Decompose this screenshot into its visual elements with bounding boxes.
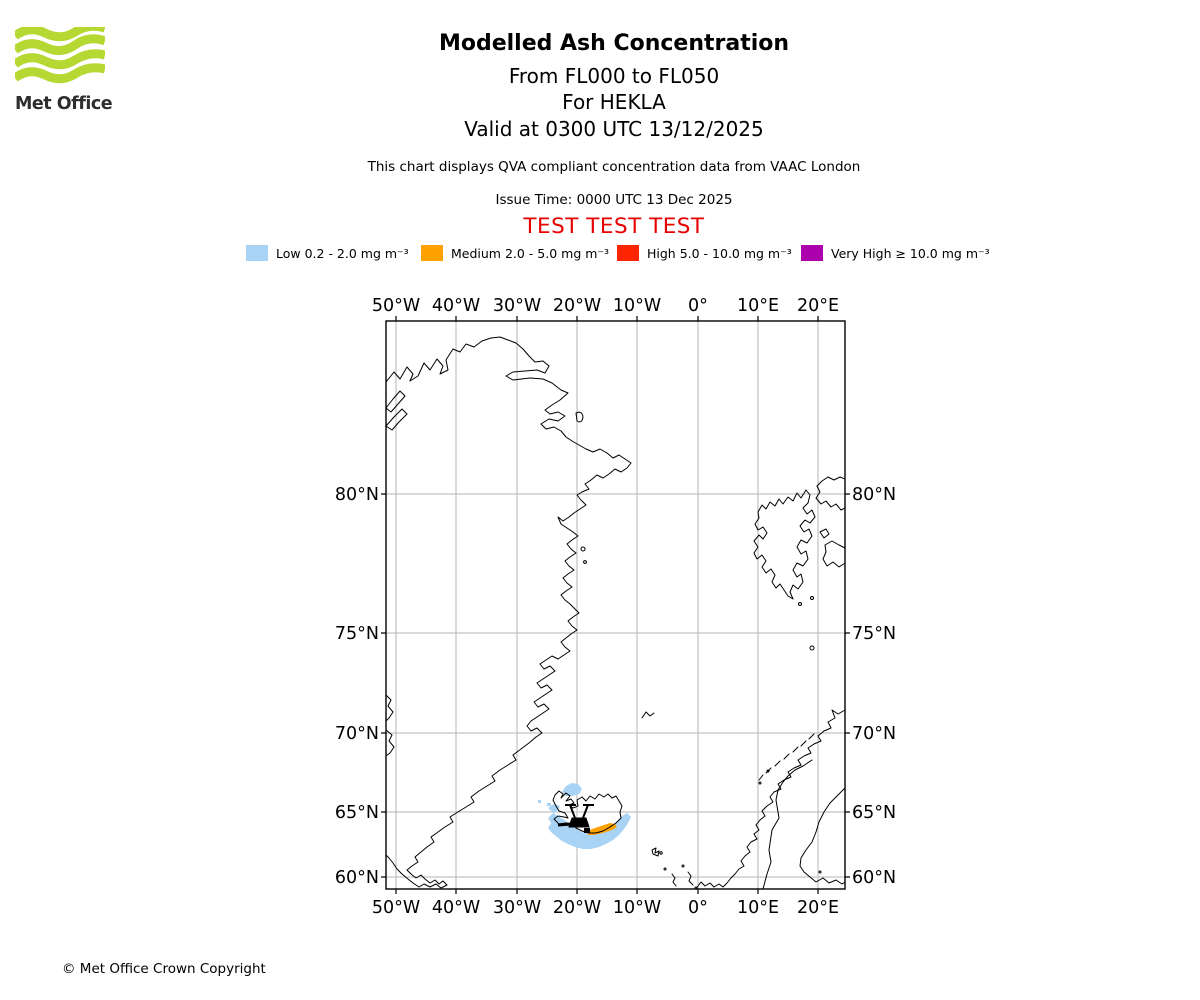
shetland-islands: [672, 874, 676, 886]
lon-label-bottom: 10°W: [612, 898, 662, 918]
volcano-subtitle: For HEKLA: [562, 90, 666, 114]
lon-label-top: 20°W: [552, 296, 602, 316]
lat-label-left: 60°N: [334, 868, 379, 888]
legend-item-low: [246, 244, 409, 262]
gulf-of-bothnia-coastline: [800, 788, 845, 884]
legend-item-very-high: [801, 244, 990, 262]
spitsbergen-coastline: [754, 490, 815, 599]
jan-mayen-island: [642, 712, 654, 718]
lon-label-top: 20°E: [796, 296, 840, 316]
greenland-west-coast-fragment: [386, 730, 394, 756]
legend-swatch-very-high: [801, 245, 823, 261]
issue-time: Issue Time: 0000 UTC 13 Dec 2025: [495, 192, 733, 208]
legend-item-high: [617, 244, 792, 262]
ash-low-speck: [547, 803, 551, 806]
test-watermark: TEST TEST TEST: [523, 214, 705, 239]
lon-label-top: 40°W: [431, 296, 481, 316]
lon-label-bottom: 20°E: [796, 898, 840, 918]
legend-label-very-high: Very High ≥ 10.0 mg m⁻³: [831, 245, 990, 261]
lat-label-left: 80°N: [334, 485, 379, 505]
lon-label-bottom: 0°: [688, 898, 708, 918]
ash-low-speck: [538, 800, 541, 803]
lon-label-bottom: 50°W: [371, 898, 421, 918]
faroe-islet: [660, 852, 662, 854]
legend-swatch-medium: [421, 245, 443, 261]
lat-label-right: 60°N: [852, 868, 897, 888]
barentsoya-coastline: [820, 529, 829, 538]
lon-label-top: 10°W: [612, 296, 662, 316]
copyright-notice: © Met Office Crown Copyright: [62, 961, 266, 977]
lon-label-top: 10°E: [736, 296, 780, 316]
shetland-islet: [682, 865, 684, 867]
svalbard-islet: [811, 597, 814, 600]
greenland-offshore-islet: [584, 561, 587, 564]
axis-ticks: [381, 316, 850, 894]
legend-label-medium: Medium 2.0 - 5.0 mg m⁻³: [451, 245, 610, 261]
edgeoya-coastline: [823, 541, 845, 567]
valid-time-subtitle: Valid at 0300 UTC 13/12/2025: [464, 117, 764, 141]
faroe-islands: [652, 848, 659, 856]
lat-label-left: 70°N: [334, 724, 379, 744]
greenland-offshore-islet: [581, 547, 585, 551]
lon-label-top: 30°W: [492, 296, 542, 316]
met-office-wordmark: Met Office: [15, 94, 113, 114]
shetland-islands: [688, 872, 693, 885]
mercator-map: [320, 283, 905, 928]
map-figure: [320, 283, 905, 932]
qva-note: This chart displays QVA compliant concentration data from VAAC London: [367, 159, 861, 175]
lat-label-right: 70°N: [852, 724, 897, 744]
lon-label-bottom: 10°E: [736, 898, 780, 918]
lat-label-right: 65°N: [852, 803, 897, 823]
lon-label-top: 50°W: [371, 296, 421, 316]
lat-label-right: 75°N: [852, 624, 897, 644]
flight-level-subtitle: From FL000 to FL050: [508, 64, 720, 88]
lat-label-left: 75°N: [334, 624, 379, 644]
svalbard-islet: [799, 603, 802, 606]
legend-item-medium: [421, 244, 609, 262]
lofoten-islands: [759, 734, 814, 780]
bear-island: [810, 646, 814, 650]
lat-label-right: 80°N: [852, 485, 897, 505]
page-title: Modelled Ash Concentration: [438, 31, 790, 56]
baltic-islet: [819, 871, 821, 873]
lon-label-bottom: 30°W: [492, 898, 542, 918]
legend-swatch-high: [617, 245, 639, 261]
lon-label-bottom: 20°W: [552, 898, 602, 918]
legend-label-high: High 5.0 - 10.0 mg m⁻³: [647, 245, 792, 261]
norway-sweden-border: [763, 760, 812, 889]
ash-low-polygon-main: [548, 804, 631, 849]
lat-label-left: 65°N: [334, 803, 379, 823]
greenland-coastline: [386, 337, 631, 888]
legend-label-low: Low 0.2 - 2.0 mg m⁻³: [276, 245, 409, 261]
legend-swatch-low: [246, 245, 268, 261]
lon-label-top: 0°: [688, 296, 708, 316]
lon-label-bottom: 40°W: [431, 898, 481, 918]
greenland-west-coast-fragment: [386, 695, 393, 721]
shetland-islet: [664, 868, 666, 870]
norway-islet: [759, 782, 761, 784]
coastlines: [386, 337, 845, 889]
